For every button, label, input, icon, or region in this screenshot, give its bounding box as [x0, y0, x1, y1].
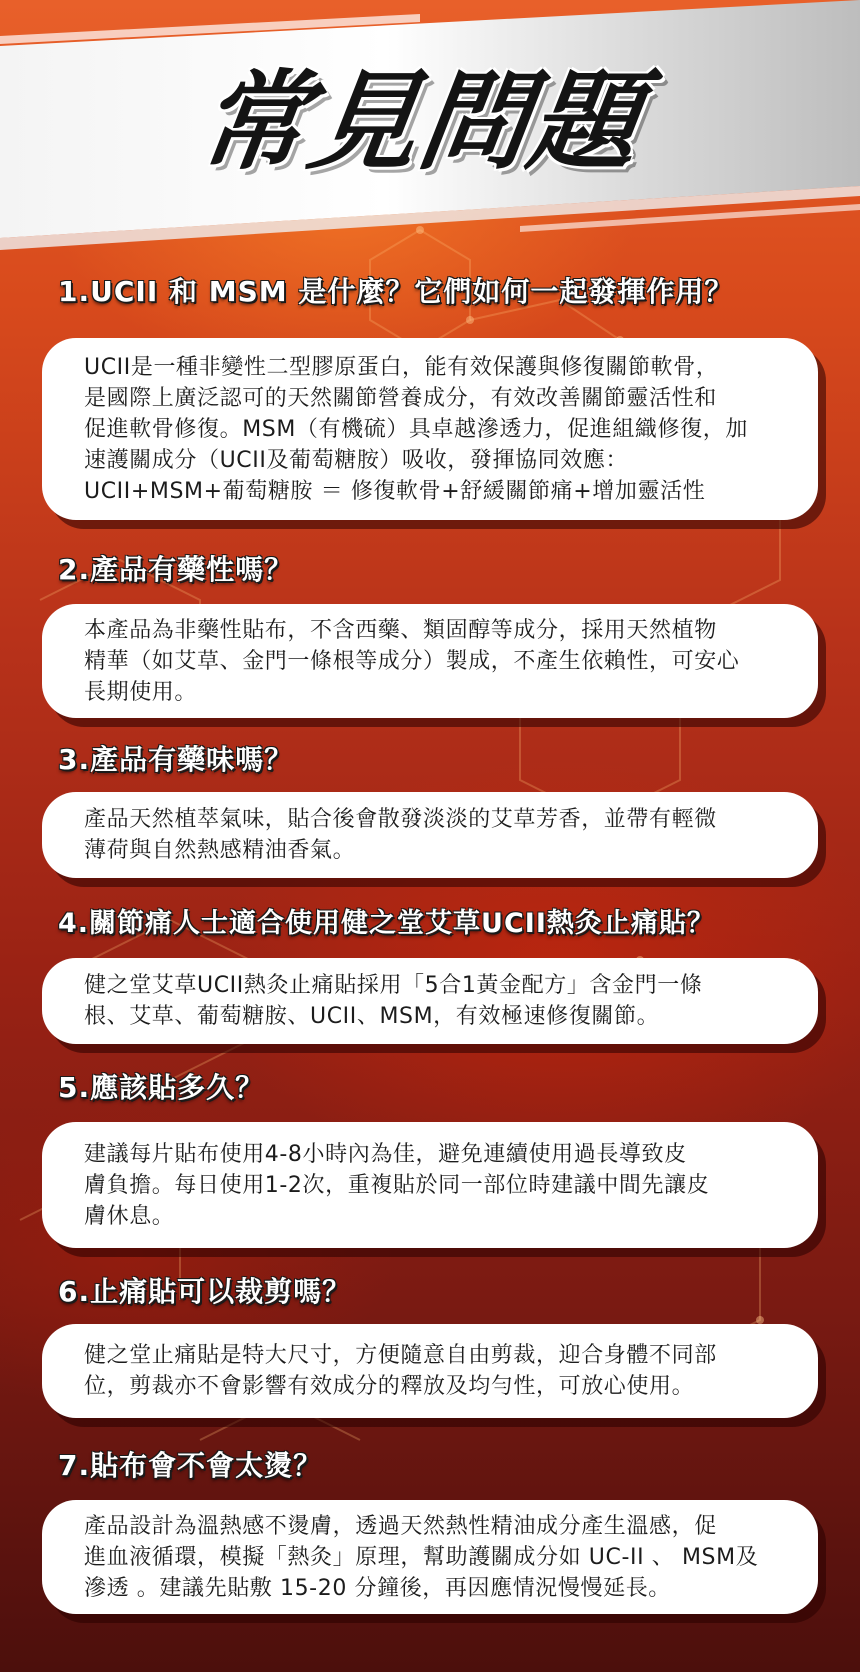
faq-question-5: 5.應該貼多久？ — [58, 1071, 265, 1104]
faq-answer-card-4 — [42, 958, 818, 1044]
faq-answer-1: UCII是一種非變性二型膠原蛋白，能有效保護與修復關節軟骨， 是國際上廣泛認可的天然關節營養成分，有效改善關節靈活性和 促進軟骨修復。MSM（有機硫）具卓越滲透力，促進組織修復，加 速護關成分（UCII及葡萄糖胺）吸收，發揮協同效應： UCII+MSM+葡萄糖胺 ＝ 修復軟骨+舒緩關節痛+增加靈活性 — [84, 354, 748, 504]
faq-answer-7: 產品設計為溫熱感不燙膚，透過天然熱性精油成分產生溫感，促 進血液循環，模擬「熱灸」原理，幫助護關成分如 UC-II 、 MSM及 滲透 。建議先貼敷 15-20 分鐘後，再因應情況慢慢延長。 — [84, 1513, 759, 1601]
faq-question-7: 7.貼布會不會太燙？ — [58, 1449, 323, 1482]
faq-answer-3: 產品天然植萃氣味，貼合後會散發淡淡的艾草芳香，並帶有輕微 薄荷與自然熱感精油香氣。 — [84, 807, 717, 863]
faq-answer-card-2 — [42, 604, 818, 718]
faq-question-1: 1.UCII 和 MSM 是什麼？它們如何一起發揮作用？ — [58, 275, 734, 308]
page-title: 常見問題 — [191, 60, 649, 185]
faq-answer-card-3 — [42, 792, 818, 878]
faq-question-2: 2.產品有藥性嗎？ — [58, 553, 294, 586]
faq-answer-5: 建議每片貼布使用4-8小時內為佳，避免連續使用過長導致皮 膚負擔。每日使用1-2次，重複貼於同一部位時建議中間先讓皮 膚休息。 — [84, 1141, 710, 1229]
faq-answer-card-1 — [42, 338, 818, 520]
faq-answer-4: 健之堂艾草UCII熱灸止痛貼採用「5合1黃金配方」含金門一條 根、艾草、葡萄糖胺、UCII、MSM，有效極速修復關節。 — [84, 973, 703, 1029]
faq-question-6: 6.止痛貼可以裁剪嗎？ — [58, 1275, 352, 1308]
faq-answer-6: 健之堂止痛貼是特大尺寸，方便隨意自由剪裁，迎合身體不同部 位，剪裁亦不會影響有效成分的釋放及均勻性，可放心使用。 — [84, 1343, 717, 1399]
faq-answer-card-7 — [42, 1500, 818, 1614]
faq-answer-card-5 — [42, 1122, 818, 1248]
faq-answer-card-6 — [42, 1324, 818, 1418]
faq-question-4: 4.關節痛人士適合使用健之堂艾草UCII熱灸止痛貼？ — [58, 908, 715, 939]
faq-question-3: 3.產品有藥味嗎？ — [58, 743, 294, 776]
faq-answer-2: 本產品為非藥性貼布，不含西藥、類固醇等成分，採用天然植物 精華（如艾草、金門一條根等成分）製成，不產生依賴性，可安心 長期使用。 — [84, 617, 740, 705]
